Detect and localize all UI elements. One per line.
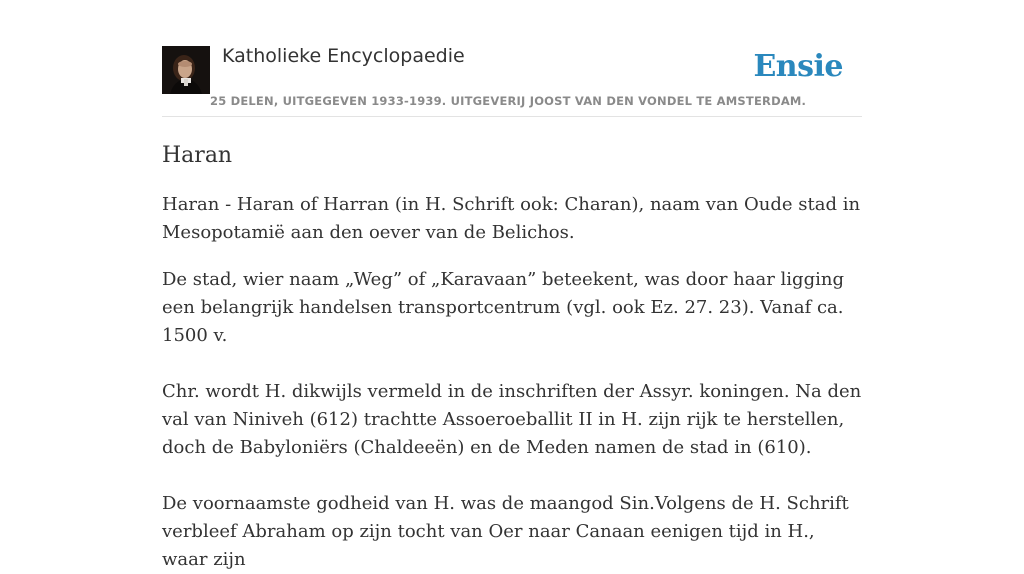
paragraph-spacer [162,462,862,490]
article-title: Haran [162,143,233,168]
site-subtitle: 25 DELEN, UITGEGEVEN 1933-1939. UITGEVERIJ JOOST VAN DEN VONDEL TE AMSTERDAM. [210,94,807,108]
article-paragraph: De stad, wier naam „Weg” of „Karavaan” beteekent, was door haar ligging een belangrijk handelsen transportcentrum (vgl. ook Ez. 27. 23). Vanaf ca. 1500 v. [162,269,844,346]
portrait-avatar-icon[interactable] [162,46,210,94]
page [162,0,862,574]
article-paragraph: De voornaamste godheid van H. was de maangod Sin.Volgens de H. Schrift verbleef Abraham op zijn tocht van Oer naar Canaan eenigen tijd in H., waar zijn [162,493,849,570]
article-paragraph: Haran - Haran of Harran (in H. Schrift ook: Charan), naam van Oude stad in Mesopotamië aan den oever van de Belichos. [162,194,861,243]
article-body [162,191,862,574]
article-paragraph: Chr. wordt H. dikwijls vermeld in de inschriften der Assyr. koningen. Na den val van Niniveh (612) trachtte Assoeroeballit II in H. zijn rijk te herstellen, doch de Babyloniërs (Chaldeeën) en de Meden namen de stad in (610). [162,381,862,458]
site-header [162,0,862,117]
paragraph-spacer [162,350,862,378]
site-title[interactable]: Katholieke Encyclopaedie [222,45,465,67]
brand-logo-link[interactable]: Ensie [753,49,843,84]
